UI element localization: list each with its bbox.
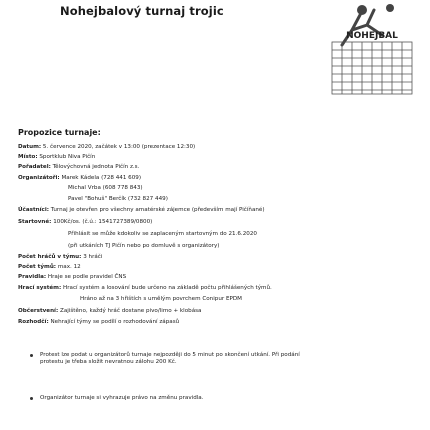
propozice-label: Občerstvení: <box>18 308 59 314</box>
propozice-value: Pavel "Bohuš" Berčík (732 827 449) <box>68 196 168 202</box>
propozice-line <box>18 285 272 292</box>
propozice-line <box>18 254 102 261</box>
propozice-label: Pravidla: <box>18 274 47 280</box>
note-item: Protest lze podat u organizátorů turnaje nejpozději do 5 minut po skončení utkání. Při podání protestu je třeba složit nevratnou zálohu 200 Kč. <box>40 352 300 365</box>
propozice-value: (při utkáních TJ Pičín nebo po domluvě s organizátory) <box>68 243 220 249</box>
propozice-value: 5. července 2020, začátek v 13:00 (prezentace 12:30) <box>42 144 196 150</box>
propozice-heading: Propozice turnaje: <box>18 128 101 137</box>
propozice-value: max. 12 <box>57 264 81 270</box>
propozice-line <box>18 154 95 161</box>
propozice-value: Hrací systém a losování bude určeno na základě počtu přihlášených týmů. <box>63 285 272 291</box>
logo-text: NOHEJBAL <box>346 31 398 41</box>
propozice-line <box>18 274 126 281</box>
bullet-icon <box>30 397 33 400</box>
propozice-value: Sportklub Niva Pičín <box>39 154 96 160</box>
propozice-label: Účastníci: <box>18 207 50 213</box>
propozice-line <box>68 231 257 238</box>
propozice-label: Počet hráčů v týmu: <box>18 254 82 260</box>
propozice-value: Hráno až na 3 hřištích s umělým povrchem Conipur EPDM <box>80 296 242 302</box>
propozice-label: Startovné: <box>18 219 52 225</box>
propozice-line <box>68 243 219 250</box>
propozice-value: Hraje se podle pravidel ČNS <box>47 274 127 280</box>
propozice-line <box>18 164 139 171</box>
document-title: Nohejbalový turnaj trojic <box>60 4 224 18</box>
propozice-label: Hrací systém: <box>18 285 62 291</box>
propozice-value: 100Kč/os. (č.ú.: 1541727389/0800) <box>53 219 153 225</box>
propozice-line <box>18 319 179 326</box>
propozice-label: Místo: <box>18 154 38 160</box>
propozice-value: Tělovýchovná jednota Pičín z.s. <box>52 164 140 170</box>
propozice-label: Pořadatel: <box>18 164 51 170</box>
propozice-line <box>68 196 168 203</box>
nohejbal-logo-icon <box>322 0 422 96</box>
propozice-value: Marek Kádela (728 441 609) <box>61 175 142 181</box>
propozice-label: Počet týmů: <box>18 264 57 270</box>
propozice-value: Přihlásit se může kdokoliv se zaplaceným startovným do 21.6.2020 <box>68 231 257 237</box>
propozice-label: Organizátoři: <box>18 175 60 181</box>
propozice-line <box>18 219 152 226</box>
propozice-value: Nehrající týmy se podílí o rozhodování zápasů <box>50 319 180 325</box>
note-item: Organizátor turnaje si vyhrazuje právo na změnu pravidla. <box>40 395 204 401</box>
propozice-label: Rozhodčí: <box>18 319 49 325</box>
propozice-line <box>18 308 201 315</box>
propozice-value: Turnaj je otevřen pro všechny amatérské zájemce (především mají Pičíňané) <box>50 207 265 213</box>
propozice-line <box>18 264 81 271</box>
propozice-label: Datum: <box>18 144 42 150</box>
propozice-line <box>68 185 143 192</box>
propozice-value: 3 hráči <box>83 254 103 260</box>
propozice-line <box>18 175 141 182</box>
propozice-line <box>18 207 265 214</box>
bullet-icon <box>30 354 33 357</box>
propozice-line <box>80 296 242 303</box>
propozice-value: Michal Vrba (608 778 843) <box>68 185 143 191</box>
propozice-line <box>18 144 195 151</box>
propozice-value: Zajištěno, každý hráč dostane pivo/limo + klobása <box>60 308 202 314</box>
